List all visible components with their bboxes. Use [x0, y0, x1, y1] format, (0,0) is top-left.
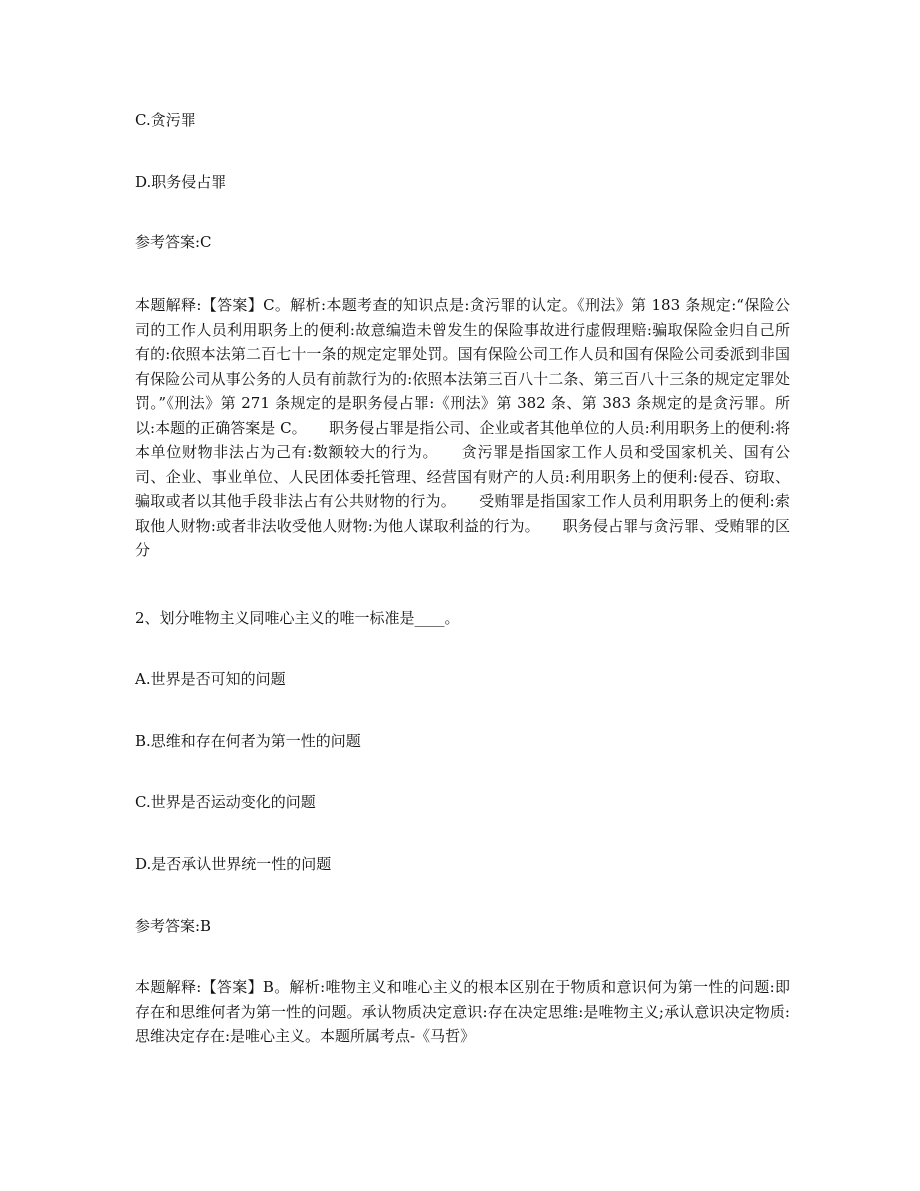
q2-explanation: 本题解释:【答案】B。解析:唯物主义和唯心主义的根本区别在于物质和意识何为第一性的问题:即存在和思维何者为第一性的问题。承认物质决定意识:存在决定思维:是唯物主义;承认意识决定物质:思维决定存在:是唯心主义。本题所属考点-《马哲》: [135, 978, 790, 1045]
q2-option-b: B.思维和存在何者为第一性的问题: [135, 732, 361, 750]
q1-answer: 参考答案:C: [135, 233, 212, 251]
q2-answer: 参考答案:B: [135, 917, 212, 935]
q1-option-d: D.职务侵占罪: [135, 173, 227, 191]
q2-option-c: C.世界是否运动变化的问题: [135, 793, 316, 811]
q2-option-d: D.是否承认世界统一性的问题: [135, 855, 332, 873]
q2-option-a: A.世界是否可知的问题: [135, 670, 286, 688]
q1-option-c: C.贪污罪: [135, 111, 196, 129]
q1-explanation: 本题解释:【答案】C。解析:本题考查的知识点是:贪污罪的认定。《刑法》第 183 条规定:“保险公司的工作人员利用职务上的便利:故意编造未曾发生的保险事故进行虚假理赔:骗取保险金归自己所有的:依照本法第二百七十一条的规定定罪处罚。国有保险公司工作人员和国有保险公司委派到非国有保险公司从事公务的人员有前款行为的:依照本法第三百八十二条、第三百八十三条的规定定罪处罚。”《刑法》第 271 条规定的是职务侵占罪:《刑法》第 382 条、第 383 条规定的是贪污罪。所以:本题的正确答案是 C。 职务侵占罪是指公司、企业或者其他单位的人员:利用职务上的便利:将本单位财物非法占为己有:数额较大的行为。 贪污罪是指国家工作人员和受国家机关、国有公司、企业、事业单位、人民团体委托管理、经营国有财产的人员:利用职务上的便利:侵吞、窃取、骗取或者以其他手段非法占有公共财物的行为。 受贿罪是指国家工作人员利用职务上的便利:索取他人财物:或者非法收受他人财物:为他人谋取利益的行为。 职务侵占罪与贪污罪、受贿罪的区分: [135, 296, 790, 559]
q2-question: 2、划分唯物主义同唯心主义的唯一标准是____。: [135, 609, 460, 627]
